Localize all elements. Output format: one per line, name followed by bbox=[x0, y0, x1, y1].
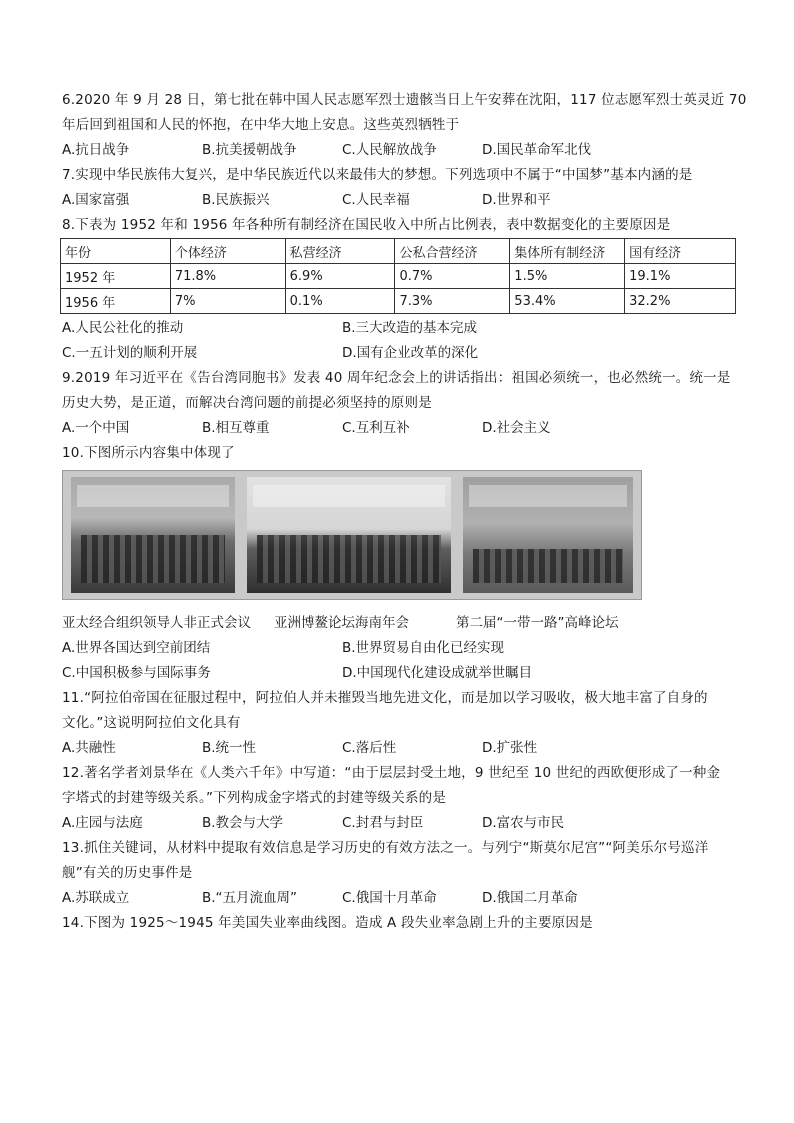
q8-option-c[interactable]: C.一五计划的顺利开展 bbox=[62, 345, 198, 361]
table-cell: 1.5% bbox=[510, 264, 625, 289]
q11-option-d[interactable]: D.扩张性 bbox=[482, 740, 538, 756]
q6-option-d[interactable]: D.国民革命军北伐 bbox=[482, 142, 592, 158]
q13-option-d[interactable]: D.俄国二月革命 bbox=[482, 890, 578, 906]
q13-stem-line2: 舰”有关的历史事件是 bbox=[62, 865, 193, 881]
apec-meeting-photo bbox=[71, 477, 235, 593]
q7-option-d[interactable]: D.世界和平 bbox=[482, 192, 551, 208]
boao-forum-photo bbox=[247, 477, 451, 593]
table-header-cell: 国有经济 bbox=[625, 239, 736, 264]
q7-option-b[interactable]: B.民族振兴 bbox=[202, 192, 270, 208]
q9-stem-line1: 9.2019 年习近平在《告台湾同胞书》发表 40 周年纪念会上的讲话指出：祖国必须统一，也必然统一。统一是 bbox=[62, 370, 731, 386]
q6-option-a[interactable]: A.抗日战争 bbox=[62, 142, 130, 158]
q12-stem-line1: 12.著名学者刘景华在《人类六千年》中写道：“由于层层封受土地，9 世纪至 10 世纪的西欧便形成了一种金 bbox=[62, 765, 721, 781]
q13-stem-line1: 13.抓住关键词，从材料中提取有效信息是学习历史的有效方法之一。与列宁“斯莫尔尼宫”“阿美乐尔号巡洋 bbox=[62, 840, 709, 856]
table-cell: 19.1% bbox=[625, 264, 736, 289]
q8-option-a[interactable]: A.人民公社化的推动 bbox=[62, 320, 184, 336]
table-row bbox=[61, 264, 736, 289]
q13-option-a[interactable]: A.苏联成立 bbox=[62, 890, 130, 906]
table-header-cell: 个体经济 bbox=[170, 239, 285, 264]
q8-stem: 8.下表为 1952 年和 1956 年各种所有制经济在国民收入中所占比例表，表中数据变化的主要原因是 bbox=[62, 217, 671, 233]
q13-option-b[interactable]: B.“五月流血周” bbox=[202, 890, 298, 906]
belt-road-forum-photo bbox=[463, 477, 633, 593]
q10-stem: 10.下图所示内容集中体现了 bbox=[62, 445, 235, 461]
q6-option-b[interactable]: B.抗美援朝战争 bbox=[202, 142, 297, 158]
q7-stem: 7.实现中华民族伟大复兴，是中华民族近代以来最伟大的梦想。下列选项中不属于“中国梦”基本内涵的是 bbox=[62, 167, 693, 183]
q13-option-c[interactable]: C.俄国十月革命 bbox=[342, 890, 437, 906]
q8-option-d[interactable]: D.国有企业改革的深化 bbox=[342, 345, 479, 361]
q9-option-a[interactable]: A.一个中国 bbox=[62, 420, 130, 436]
q6-option-c[interactable]: C.人民解放战争 bbox=[342, 142, 437, 158]
q9-option-b[interactable]: B.相互尊重 bbox=[202, 420, 270, 436]
table-cell: 1952 年 bbox=[61, 264, 171, 289]
table-cell: 7% bbox=[170, 289, 285, 314]
table-header-row bbox=[61, 239, 736, 264]
table-cell: 6.9% bbox=[285, 264, 395, 289]
q11-option-b[interactable]: B.统一性 bbox=[202, 740, 257, 756]
q10-option-b[interactable]: B.世界贸易自由化已经实现 bbox=[342, 640, 505, 656]
conference-photo-strip bbox=[62, 470, 642, 600]
q12-option-b[interactable]: B.教会与大学 bbox=[202, 815, 284, 831]
q9-stem-line2: 历史大势，是正道，而解决台湾问题的前提必须坚持的原则是 bbox=[62, 395, 432, 411]
q9-option-d[interactable]: D.社会主义 bbox=[482, 420, 551, 436]
q12-stem-line2: 字塔式的封建等级关系。”下列构成金字塔式的封建等级关系的是 bbox=[62, 790, 447, 806]
table-header-cell: 年份 bbox=[61, 239, 171, 264]
photo-caption-3: 第二届“一带一路”高峰论坛 bbox=[456, 615, 619, 631]
q9-option-c[interactable]: C.互利互补 bbox=[342, 420, 410, 436]
q12-option-a[interactable]: A.庄园与法庭 bbox=[62, 815, 143, 831]
table-cell: 7.3% bbox=[395, 289, 510, 314]
q11-stem-line2: 文化。”这说明阿拉伯文化具有 bbox=[62, 715, 241, 731]
table-header-cell: 集体所有制经济 bbox=[510, 239, 625, 264]
q11-stem-line1: 11.“阿拉伯帝国在征服过程中，阿拉伯人并未摧毁当地先进文化，而是加以学习吸收，极大地丰富了自身的 bbox=[62, 690, 708, 706]
ownership-table bbox=[60, 238, 736, 314]
q11-option-a[interactable]: A.共融性 bbox=[62, 740, 116, 756]
q10-option-a[interactable]: A.世界各国达到空前团结 bbox=[62, 640, 211, 656]
q10-option-c[interactable]: C.中国积极参与国际事务 bbox=[62, 665, 211, 681]
table-cell: 53.4% bbox=[510, 289, 625, 314]
q11-option-c[interactable]: C.落后性 bbox=[342, 740, 397, 756]
q8-option-b[interactable]: B.三大改造的基本完成 bbox=[342, 320, 478, 336]
q10-option-d[interactable]: D.中国现代化建设成就举世瞩目 bbox=[342, 665, 533, 681]
q14-stem: 14.下图为 1925～1945 年美国失业率曲线图。造成 A 段失业率急剧上升的主要原因是 bbox=[62, 915, 593, 931]
table-row bbox=[61, 289, 736, 314]
table-cell: 1956 年 bbox=[61, 289, 171, 314]
q7-option-c[interactable]: C.人民幸福 bbox=[342, 192, 410, 208]
table-header-cell: 公私合营经济 bbox=[395, 239, 510, 264]
q6-stem-line1: 6.2020 年 9 月 28 日，第七批在韩中国人民志愿军烈士遗骸当日上午安葬在沈阳，117 位志愿军烈士英灵近 70 bbox=[62, 92, 747, 108]
q12-option-d[interactable]: D.富农与市民 bbox=[482, 815, 565, 831]
q7-option-a[interactable]: A.国家富强 bbox=[62, 192, 130, 208]
table-cell: 71.8% bbox=[170, 264, 285, 289]
photo-caption-1: 亚太经合组织领导人非正式会议 bbox=[62, 615, 251, 631]
table-cell: 0.7% bbox=[395, 264, 510, 289]
table-cell: 32.2% bbox=[625, 289, 736, 314]
q12-option-c[interactable]: C.封君与封臣 bbox=[342, 815, 424, 831]
table-cell: 0.1% bbox=[285, 289, 395, 314]
table-header-cell: 私营经济 bbox=[285, 239, 395, 264]
photo-caption-2: 亚洲博鳌论坛海南年会 bbox=[274, 615, 409, 631]
q6-stem-line2: 年后回到祖国和人民的怀抱，在中华大地上安息。这些英烈牺牲于 bbox=[62, 117, 460, 133]
